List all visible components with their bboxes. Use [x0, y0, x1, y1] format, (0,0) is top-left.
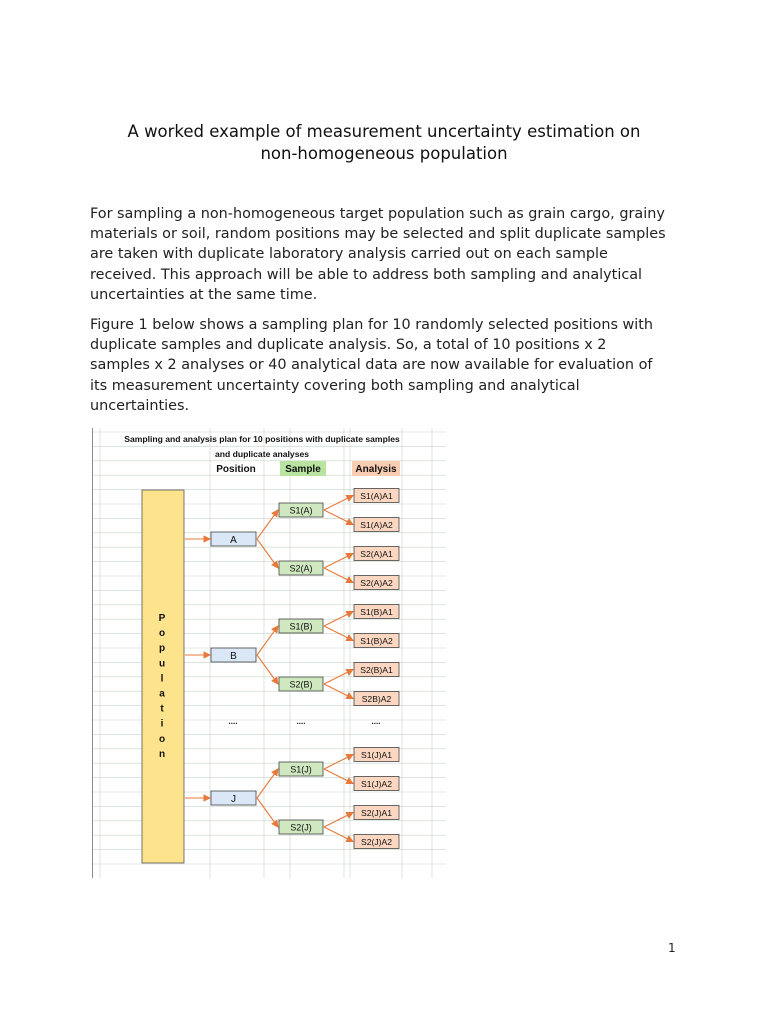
figure-title-line1: Sampling and analysis plan for 10 positions with duplicate samples [124, 434, 400, 444]
paragraph-figure-description [90, 315, 690, 416]
analysis-label: S1(B)A2 [360, 636, 393, 646]
analysis-label: S2(B)A1 [360, 665, 393, 675]
position-header: Position [216, 464, 256, 475]
sample-label: S2(B) [289, 679, 313, 690]
sample-label: S2(J) [290, 822, 312, 833]
paragraph-line: Figure 1 below shows a sampling plan for 10 randomly selected positions with [90, 317, 654, 333]
analysis-label: S1(J)A1 [360, 750, 393, 760]
position-label: A [230, 535, 237, 546]
page-number: 1 [668, 941, 676, 955]
ellipsis-mark: .... [296, 717, 306, 726]
title-line: non-homogeneous population [260, 144, 508, 163]
population-letter: l [160, 673, 164, 685]
document-title [0, 121, 768, 165]
position-label: J [231, 794, 236, 805]
analysis-header: Analysis [355, 464, 397, 475]
paragraph-line: samples x 2 analyses or 40 analytical data are now available for evaluation of [90, 357, 653, 374]
analysis-label: S1(B)A1 [360, 607, 393, 617]
sample-label: S1(A) [289, 505, 313, 516]
title-line: A worked example of measurement uncertainty estimation on [127, 122, 641, 141]
analysis-label: S2(A)A1 [360, 549, 393, 559]
sample-label: S2(A) [289, 563, 313, 574]
analysis-label: S1(A)A1 [360, 491, 393, 501]
analysis-label: S2(A)A2 [360, 578, 393, 588]
analysis-label: S2B)A2 [361, 694, 392, 704]
analysis-label: S1(A)A2 [360, 520, 393, 530]
population-letter: P [158, 613, 166, 624]
population-letter: a [159, 688, 165, 700]
sample-label: S1(B) [289, 621, 313, 632]
sample-label: S1(J) [290, 764, 312, 775]
analysis-label: S1(J)A2 [360, 779, 393, 789]
paragraph-line: materials or soil, random positions may be selected and split duplicate samples [90, 226, 666, 243]
paragraph-line: its measurement uncertainty covering both sampling and analytical [90, 377, 580, 394]
analysis-label: S2(J)A1 [360, 808, 393, 818]
population-letter: o [158, 628, 166, 640]
sampling-plan-diagram [92, 428, 446, 878]
paragraph-line: are taken with duplicate laboratory analysis carried out on each sample [90, 246, 608, 263]
paragraph-line: uncertainties. [90, 397, 190, 414]
sampling-plan-figure [92, 428, 446, 878]
population-letter: i [160, 718, 164, 730]
paragraph-line: duplicate samples and duplicate analysis. So, a total of 10 positions x 2 [90, 337, 607, 354]
paragraph-intro [90, 204, 690, 305]
ellipsis-mark: .... [228, 717, 238, 726]
population-letter: t [160, 703, 164, 715]
paragraph-line: For sampling a non-homogeneous target population such as grain cargo, grainy [90, 206, 665, 222]
position-label: B [230, 651, 237, 662]
population-letter: o [158, 733, 166, 745]
population-letter: p [158, 643, 166, 655]
population-letter: n [158, 748, 166, 760]
analysis-label: S2(J)A2 [360, 837, 393, 847]
population-letter: u [158, 658, 166, 670]
ellipsis-mark: .... [371, 717, 381, 726]
sample-header: Sample [285, 464, 321, 475]
paragraph-line: uncertainties at the same time. [90, 286, 318, 303]
figure-title-line2: and duplicate analyses [214, 449, 310, 459]
paragraph-line: received. This approach will be able to address both sampling and analytical [90, 266, 643, 283]
